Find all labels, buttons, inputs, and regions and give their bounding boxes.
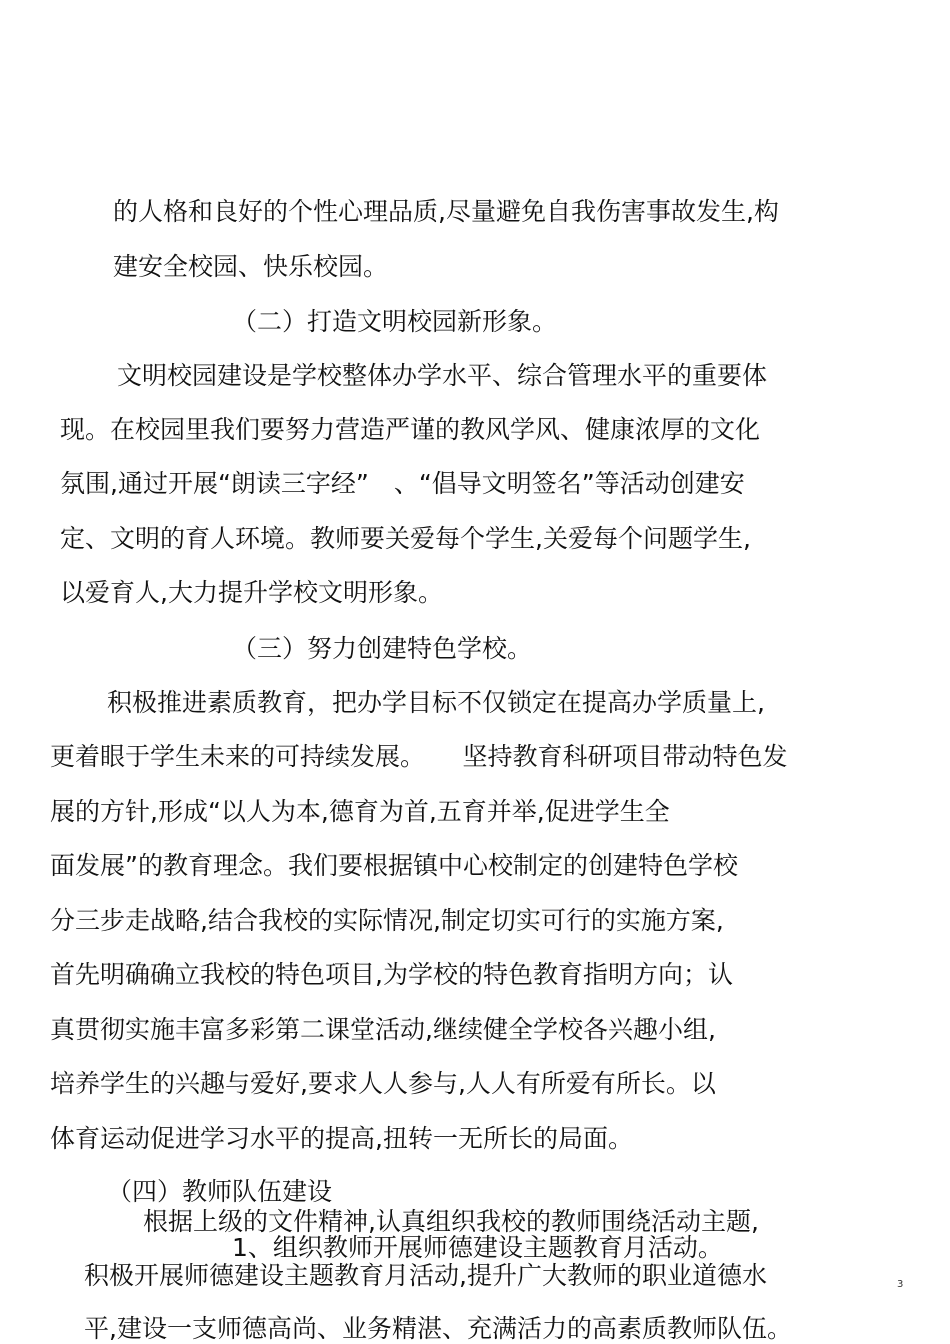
text-line-2: 建安全校园、快乐校园。 <box>113 252 389 281</box>
text-line-16: 真贯彻实施丰富多彩第二课堂活动,继续健全学校各兴趣小组, <box>50 1015 716 1044</box>
section-heading-2: （二）打造文明校园新形象。 <box>232 307 558 336</box>
text-line-8: 以爱育人,大力提升学校文明形象。 <box>60 578 443 607</box>
text-line-10: 积极推进素质教育，把办学目标不仅锁定在提高办学质量上, <box>107 688 765 717</box>
section-heading-3: （三）努力创建特色学校。 <box>232 634 533 663</box>
text-line-6: 氛围,通过开展“朗读三字经” 、“倡导文明签名”等活动创建安 <box>60 469 745 498</box>
text-line-20: 根据上级的文件精神,认真组织我校的教师围绕活动主题, <box>143 1207 759 1236</box>
text-line-21: 1、组织教师开展师德建设主题教育月活动。 <box>232 1233 723 1262</box>
section-heading-4: （四）教师队伍建设 <box>107 1177 333 1206</box>
text-line-18: 体育运动促进学习水平的提高,扭转一无所长的局面。 <box>50 1124 633 1153</box>
text-line-22: 积极开展师德建设主题教育月活动,提升广大教师的职业道德水 <box>84 1261 767 1290</box>
page-number: 3 <box>897 1279 904 1290</box>
text-line-23: 平,建设一支师德高尚、业务精湛、充满活力的高素质教师队伍。 <box>84 1314 792 1343</box>
text-line-1: 的人格和良好的个性心理品质,尽量避免自我伤害事故发生,构 <box>113 197 779 226</box>
text-line-5: 现。在校园里我们要努力营造严谨的教风学风、健康浓厚的文化 <box>60 415 761 444</box>
text-line-13: 面发展”的教育理念。我们要根据镇中心校制定的创建特色学校 <box>50 851 738 880</box>
text-line-15: 首先明确确立我校的特色项目,为学校的特色教育指明方向；认 <box>50 960 733 989</box>
text-line-12: 展的方针,形成“以人为本,德育为首,五育并举,促进学生全 <box>50 797 670 826</box>
text-line-4: 文明校园建设是学校整体办学水平、综合管理水平的重要体 <box>117 361 768 390</box>
text-line-17: 培养学生的兴趣与爱好,要求人人参与,人人有所爱有所长。以 <box>50 1069 716 1098</box>
text-line-14: 分三步走战略,结合我校的实际情况,制定切实可行的实施方案, <box>50 906 724 935</box>
text-line-11: 更着眼于学生未来的可持续发展。 坚持教育科研项目带动特色发 <box>50 742 788 771</box>
text-line-7: 定、文明的育人环境。教师要关爱每个学生,关爱每个问题学生, <box>60 524 751 553</box>
